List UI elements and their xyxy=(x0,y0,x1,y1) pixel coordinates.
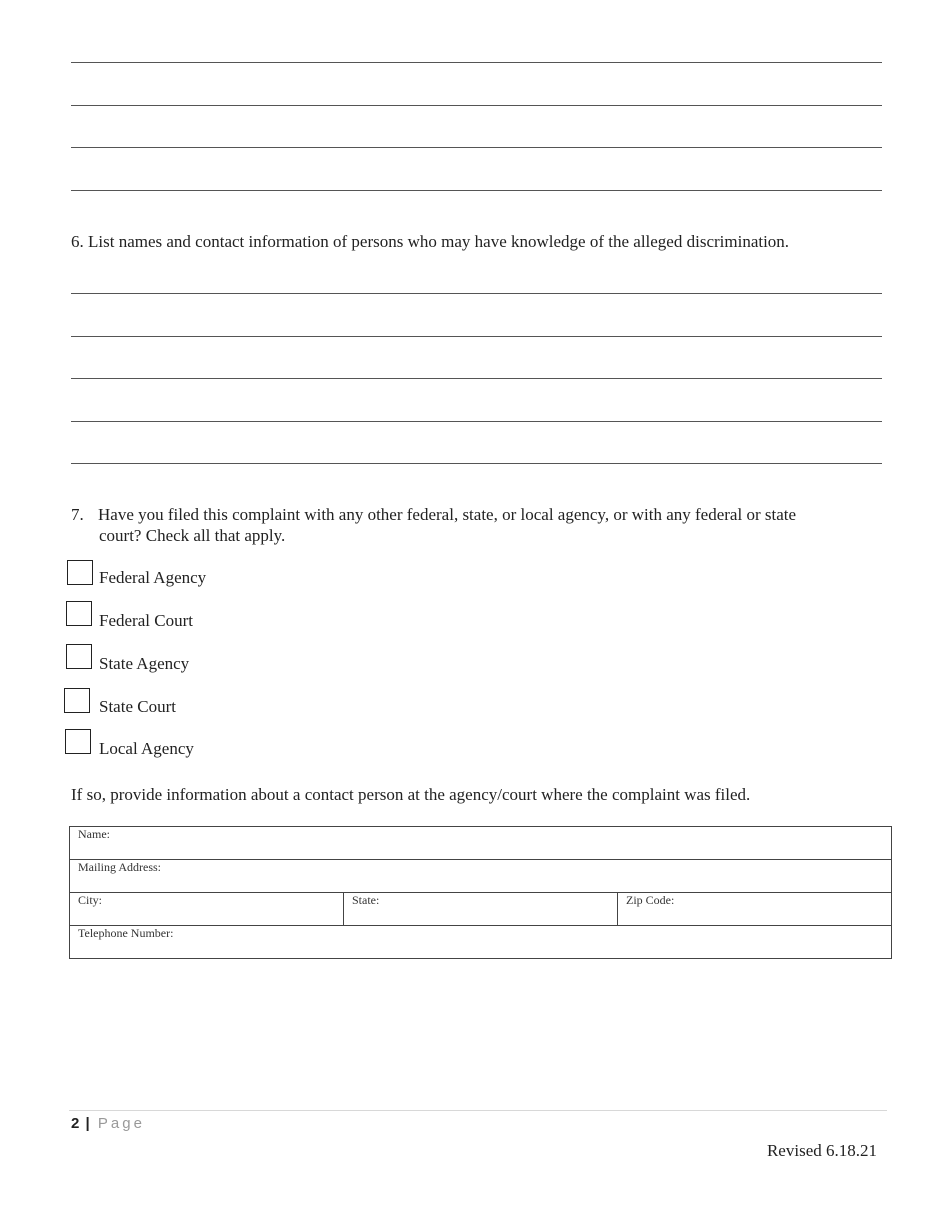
checkbox-label-federal-agency: Federal Agency xyxy=(99,568,207,587)
checkbox-label-state-agency: State Agency xyxy=(99,654,190,673)
question-7-line1: Have you filed this complaint with any other federal, state, or local agency, or with any federal or state xyxy=(98,505,797,524)
checkbox-state-agency[interactable] xyxy=(66,644,92,669)
revision-date: Revised 6.18.21 xyxy=(766,1141,877,1160)
contact-row-city-state-zip xyxy=(70,892,891,925)
name-field[interactable] xyxy=(70,827,891,859)
footer-divider xyxy=(69,1110,887,1111)
checkbox-label-state-court: State Court xyxy=(99,697,176,716)
checkbox-federal-agency[interactable] xyxy=(67,560,93,585)
answer-line-q5-2[interactable] xyxy=(71,105,882,106)
page-number xyxy=(71,1115,145,1132)
zip-code-label: Zip Code: xyxy=(626,893,675,907)
answer-line-q6-1[interactable] xyxy=(71,293,882,294)
mailing-address-field[interactable] xyxy=(70,860,891,892)
state-field[interactable] xyxy=(343,893,617,925)
answer-line-q6-5[interactable] xyxy=(71,463,882,464)
telephone-field[interactable] xyxy=(70,926,891,958)
question-7-text xyxy=(71,504,871,546)
checkbox-local-agency[interactable] xyxy=(65,729,91,754)
contact-row-address xyxy=(70,859,891,892)
page-number-separator: | xyxy=(85,1115,90,1132)
state-label: State: xyxy=(352,893,380,907)
page-word: Page xyxy=(97,1115,145,1132)
answer-line-q5-1[interactable] xyxy=(71,62,882,63)
answer-line-q5-4[interactable] xyxy=(71,190,882,191)
question-6-text: 6. List names and contact information of persons who may have knowledge of the alleged discrimination. xyxy=(71,232,790,251)
answer-line-q6-3[interactable] xyxy=(71,378,882,379)
contact-row-phone xyxy=(70,925,891,958)
checkbox-label-local-agency: Local Agency xyxy=(99,739,194,758)
answer-line-q6-2[interactable] xyxy=(71,336,882,337)
answer-line-q5-3[interactable] xyxy=(71,147,882,148)
name-label: Name: xyxy=(78,827,110,841)
checkbox-label-federal-court: Federal Court xyxy=(99,611,193,630)
zip-code-field[interactable] xyxy=(617,893,891,925)
question-7-line2: court? Check all that apply. xyxy=(99,526,286,545)
city-label: City: xyxy=(78,893,103,907)
page-number-value: 2 xyxy=(71,1115,80,1132)
telephone-label: Telephone Number: xyxy=(78,926,174,940)
checkbox-federal-court[interactable] xyxy=(66,601,92,626)
contact-row-name xyxy=(70,827,891,859)
city-field[interactable] xyxy=(70,893,343,925)
checkbox-state-court[interactable] xyxy=(64,688,90,713)
contact-info-table xyxy=(69,826,892,959)
question-7-followup: If so, provide information about a contact person at the agency/court where the complaint was filed. xyxy=(71,785,751,804)
answer-line-q6-4[interactable] xyxy=(71,421,882,422)
mailing-address-label: Mailing Address: xyxy=(78,860,161,874)
question-7-number: 7. xyxy=(71,505,84,524)
